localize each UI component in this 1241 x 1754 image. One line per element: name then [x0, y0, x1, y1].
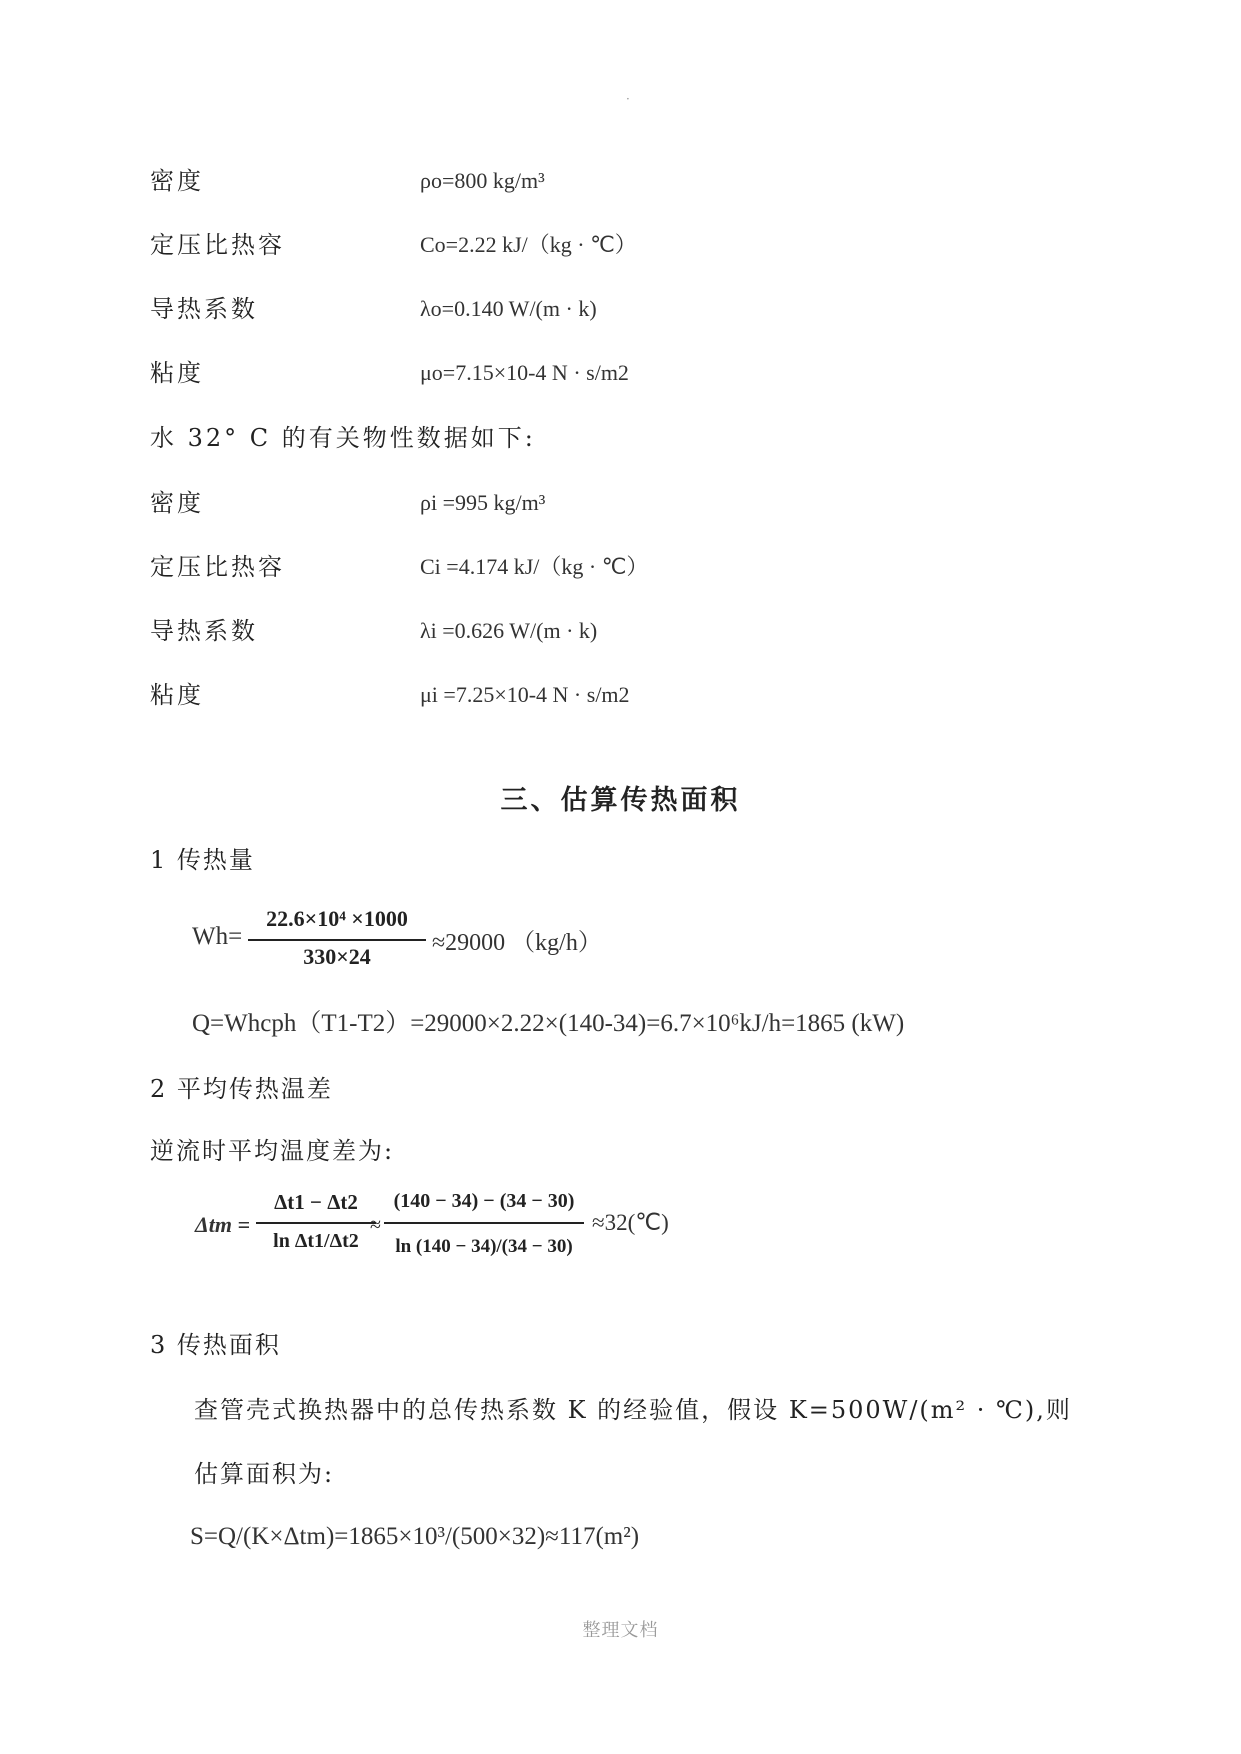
footer-text: 整理文档: [582, 1620, 659, 1641]
water-density-value: ρi =995 kg/m³: [420, 490, 546, 515]
water-k-row: [150, 614, 598, 648]
water-cp-label: 定压比热容: [150, 553, 285, 581]
oil-k-row: [150, 292, 597, 326]
item1-title: 1 传热量: [150, 846, 255, 874]
wh-rhs: ≈29000 （kg/h）: [432, 930, 602, 956]
dtm-bar2: [384, 1222, 584, 1224]
dtm-bar1: [256, 1222, 376, 1224]
oil-density-value: ρo=800 kg/m³: [420, 168, 545, 193]
oil-mu-label: 粘度: [150, 359, 204, 387]
water-k-label: 导热系数: [150, 617, 258, 645]
oil-cp-row: [150, 228, 637, 262]
water-mu-label: 粘度: [150, 681, 204, 709]
oil-cp-label: 定压比热容: [150, 231, 285, 259]
water-cp-value: Ci =4.174 kJ/（kg · ℃）: [420, 554, 649, 579]
water-cp-row: [150, 550, 649, 584]
paragraph-line-1: 查管壳式换热器中的总传热系数 K 的经验值，假设 K=500W/(m² · ℃),则: [194, 1396, 1072, 1424]
oil-mu-row: [150, 356, 629, 390]
oil-cp-value: Co=2.22 kJ/（kg · ℃）: [420, 232, 637, 257]
header-mark: ·: [626, 92, 630, 106]
section-title: 三、估算传热面积: [500, 785, 741, 816]
wh-fraction-bar: [248, 939, 426, 941]
water-density-label: 密度: [150, 489, 204, 517]
s-equation: S=Q/(K×Δtm)=1865×10³/(500×32)≈117(m²): [190, 1523, 640, 1550]
water-k-value: λi =0.626 W/(m · k): [420, 618, 598, 643]
dtm-rhs: ≈32(℃): [592, 1210, 669, 1235]
oil-k-label: 导热系数: [150, 295, 258, 323]
oil-k-value: λo=0.140 W/(m · k): [420, 296, 597, 321]
dtm-den2: ln (140 − 34)/(34 − 30): [395, 1236, 573, 1257]
paragraph-line-2: 估算面积为:: [194, 1460, 335, 1488]
water-density-row: [150, 486, 546, 520]
dtm-num1: Δt1 − Δt2: [274, 1190, 358, 1214]
dtm-lhs: Δtm =: [195, 1212, 251, 1237]
counterflow-label: 逆流时平均温度差为:: [150, 1137, 395, 1165]
water-mu-row: [150, 678, 630, 712]
oil-mu-value: μo=7.15×10-4 N · s/m2: [420, 360, 629, 385]
q-equation: Q=Whcph（T1-T2）=29000×2.22×(140-34)=6.7×10⁶kJ/h=1865 (kW): [192, 1010, 905, 1037]
wh-numerator: 22.6×10⁴ ×1000: [266, 906, 408, 931]
dtm-den1: ln Δt1/Δt2: [273, 1230, 359, 1252]
wh-denominator: 330×24: [303, 944, 371, 969]
dtm-approx1: ≈: [370, 1214, 381, 1236]
item3-title: 3 传热面积: [150, 1331, 281, 1359]
wh-lhs: Wh=: [192, 923, 243, 950]
dtm-num2: (140 − 34) − (34 − 30): [393, 1190, 575, 1212]
water-intro: 水 32° C 的有关物性数据如下:: [150, 424, 536, 452]
oil-density-row: [150, 164, 545, 198]
item2-title: 2 平均传热温差: [150, 1075, 333, 1103]
water-mu-value: μi =7.25×10-4 N · s/m2: [420, 682, 630, 707]
oil-density-label: 密度: [150, 167, 204, 195]
